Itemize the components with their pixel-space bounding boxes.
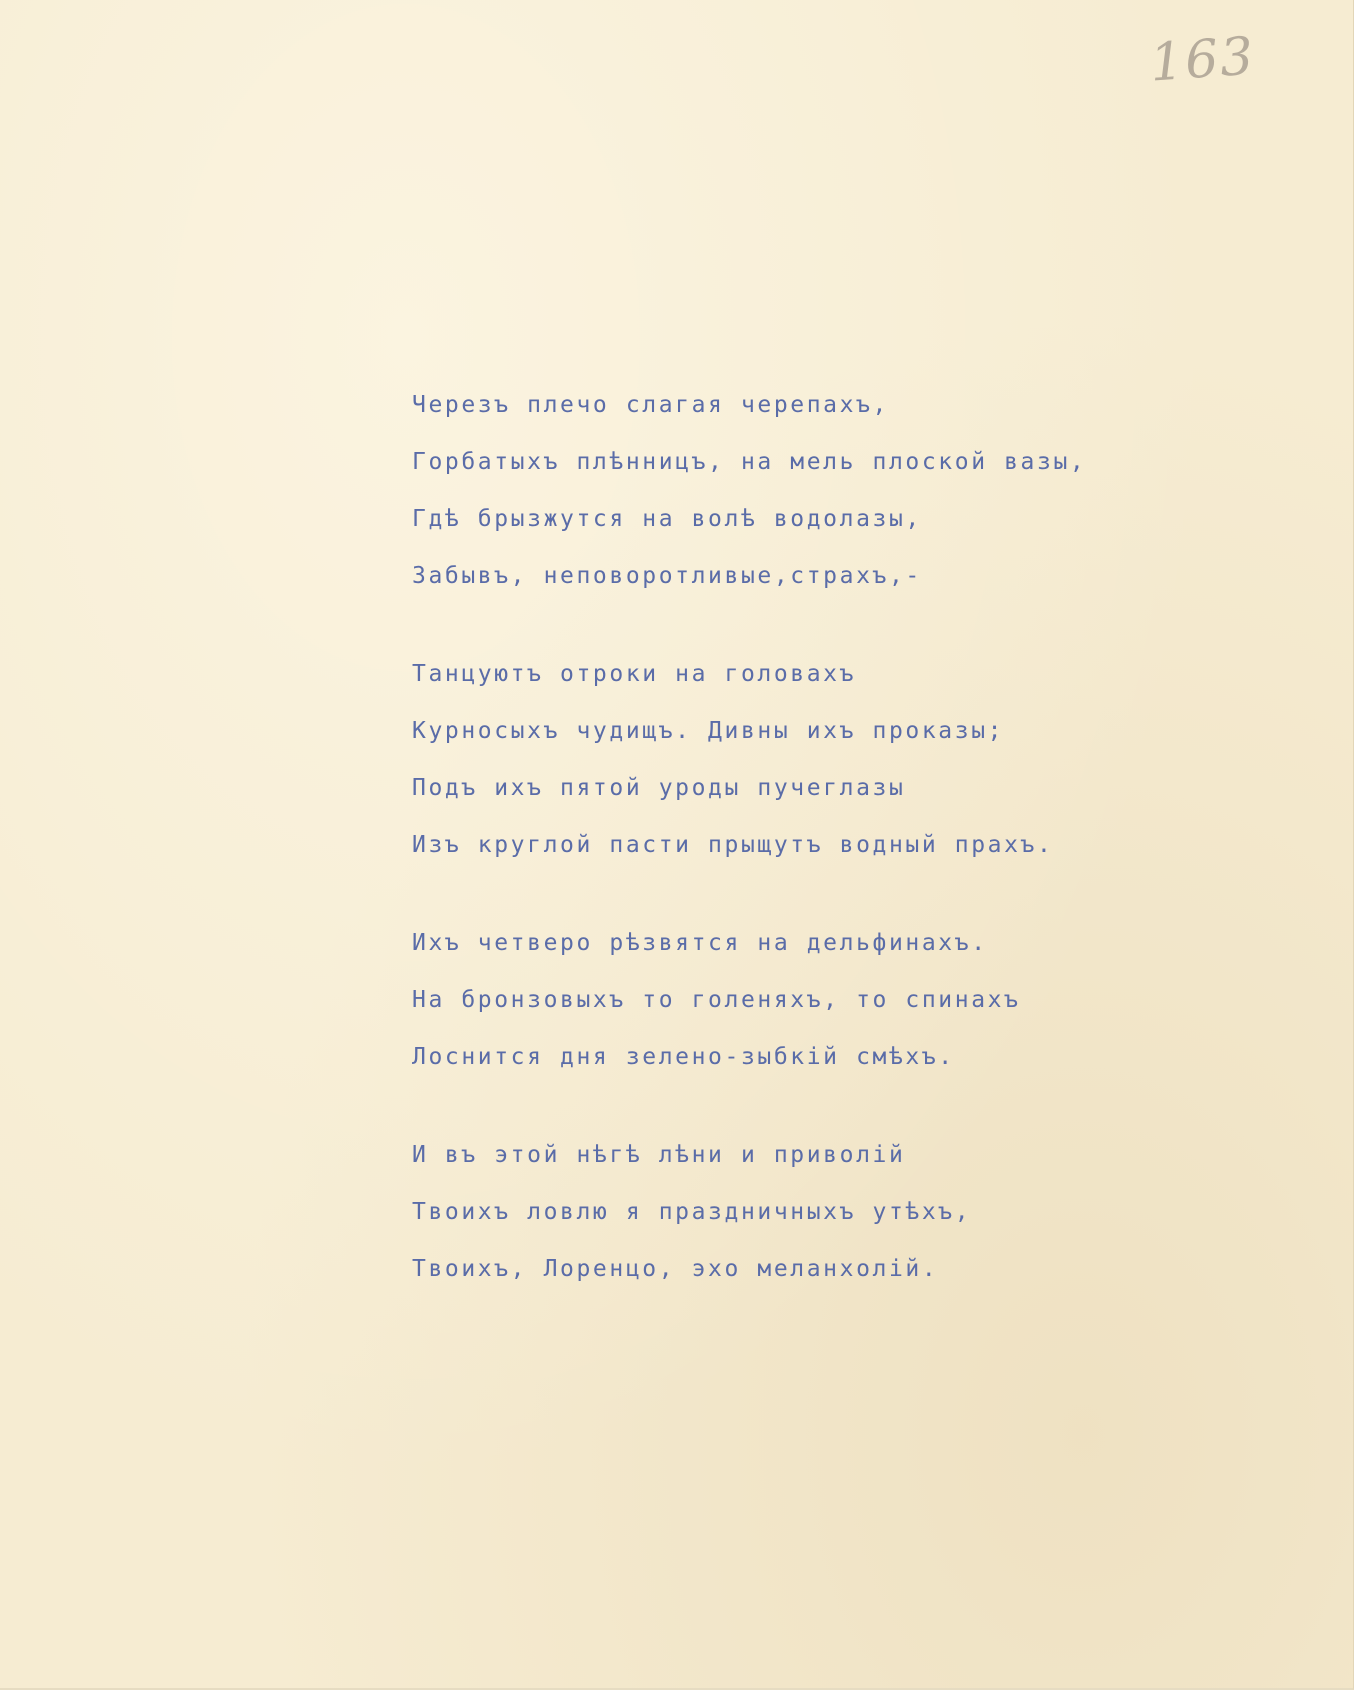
poem-body <box>412 390 1172 1352</box>
poem-line: Танцуютъ отроки на головахъ <box>412 661 857 687</box>
stanza-3 <box>412 928 1172 1078</box>
poem-line: Твоихъ ловлю я праздничныхъ утѣхъ, <box>412 1199 972 1225</box>
poem-line: Ихъ четверо рѣзвятся на дельфинахъ. <box>412 930 988 956</box>
poem-line: Подъ ихъ пятой уроды пучеглазы <box>412 775 906 801</box>
stanza-2 <box>412 659 1172 866</box>
poem-line: Изъ круглой пасти прыщутъ водный прахъ. <box>412 832 1054 858</box>
poem-line: Курносыхъ чудищъ. Дивны ихъ проказы; <box>412 718 1005 744</box>
poem-line: Горбатыхъ плѣнницъ, на мель плоской вазы, <box>412 449 1087 475</box>
poem-line: Лоснится дня зелено-зыбкій смѣхъ. <box>412 1044 955 1070</box>
poem-line: Черезъ плечо слагая черепахъ, <box>412 392 889 418</box>
poem-line: На бронзовыхъ то голеняхъ, то спинахъ <box>412 987 1021 1013</box>
stanza-1 <box>412 390 1172 597</box>
poem-line: Забывъ, неповоротливые,страхъ,- <box>412 563 922 589</box>
poem-line: Гдѣ брызжутся на волѣ водолазы, <box>412 506 922 532</box>
handwritten-page-number: 163 <box>1148 26 1258 94</box>
poem-line: Твоихъ, Лоренцо, эхо меланхолій. <box>412 1256 939 1282</box>
poem-line: И въ этой нѣгѣ лѣни и приволій <box>412 1142 906 1168</box>
stanza-4 <box>412 1140 1172 1290</box>
